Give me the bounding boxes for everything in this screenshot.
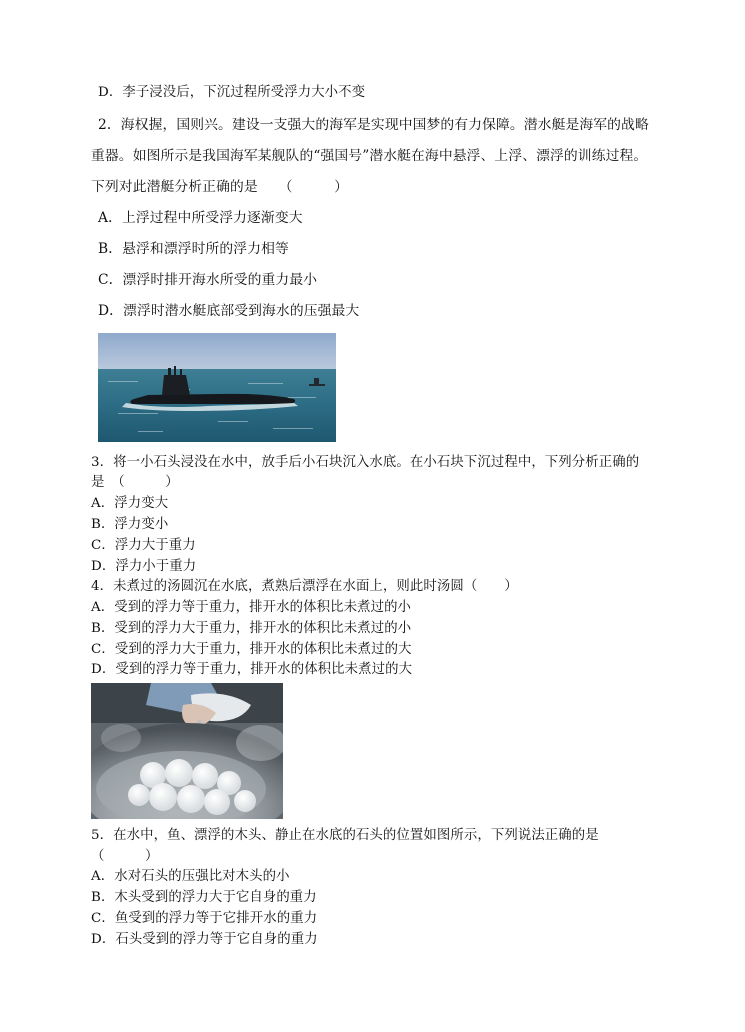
q2-stem-line-2: 重器。如图所示是我国海军某舰队的“强国号”潜水艇在海中悬浮、上浮、漂浮的训练过程。 — [91, 148, 648, 164]
q4-option-c: C．受到的浮力大于重力，排开水的体积比未煮过的大 — [91, 642, 412, 657]
q3-option-b: B．浮力变小 — [91, 517, 169, 532]
q5-option-c: C．鱼受到的浮力等于它排开水的重力 — [91, 911, 318, 926]
q4-option-a: A．受到的浮力等于重力，排开水的体积比未煮过的小 — [91, 600, 412, 615]
q5-stem-line-1: 5．在水中，鱼、漂浮的木头、静止在水底的石头的位置如图所示，下列说法正确的是 — [91, 828, 599, 843]
q2-option-a: A．上浮过程中所受浮力逐渐变大 — [98, 210, 303, 226]
q4-option-d: D．受到的浮力等于重力，排开水的体积比未煮过的大 — [91, 662, 413, 677]
q5-option-b: B．木头受到的浮力大于它自身的重力 — [91, 890, 317, 905]
q2-stem-line-3: 下列对此潜艇分析正确的是 （ ） — [91, 179, 349, 195]
q3-option-a: A．浮力变大 — [91, 496, 169, 511]
q3-option-d: D．浮力小于重力 — [91, 559, 197, 574]
q5-stem-line-2: （ ） — [91, 849, 159, 864]
submarine-photo — [98, 333, 336, 442]
q3-stem-line-2: 是 （ ） — [91, 475, 179, 490]
q5-option-a: A．水对石头的压强比对木头的小 — [91, 869, 290, 884]
q5-option-d: D．石头受到的浮力等于它自身的重力 — [91, 932, 318, 947]
q1-option-d: D．李子浸没后，下沉过程所受浮力大小不变 — [98, 85, 366, 100]
q2-option-d: D．漂浮时潜水艇底部受到海水的压强最大 — [98, 303, 360, 319]
tangyuan-photo — [91, 683, 283, 819]
q3-stem-line-1: 3．将一小石头浸没在水中，放手后小石块沉入水底。在小石块下沉过程中，下列分析正确的 — [91, 455, 640, 470]
q2-option-c: C．漂浮时排开海水所受的重力最小 — [98, 272, 318, 288]
q4-stem: 4．未煮过的汤圆沉在水底，煮熟后漂浮在水面上，则此时汤圆（ ） — [91, 579, 518, 594]
q2-stem-line-1: 2．海权握，国则兴。建设一支强大的海军是实现中国梦的有力保障。潜水艇是海军的战略 — [98, 117, 649, 133]
q2-option-b: B．悬浮和漂浮时所的浮力相等 — [98, 241, 289, 257]
q3-option-c: C．浮力大于重力 — [91, 538, 196, 553]
q4-option-b: B．受到的浮力大于重力，排开水的体积比未煮过的小 — [91, 621, 412, 636]
